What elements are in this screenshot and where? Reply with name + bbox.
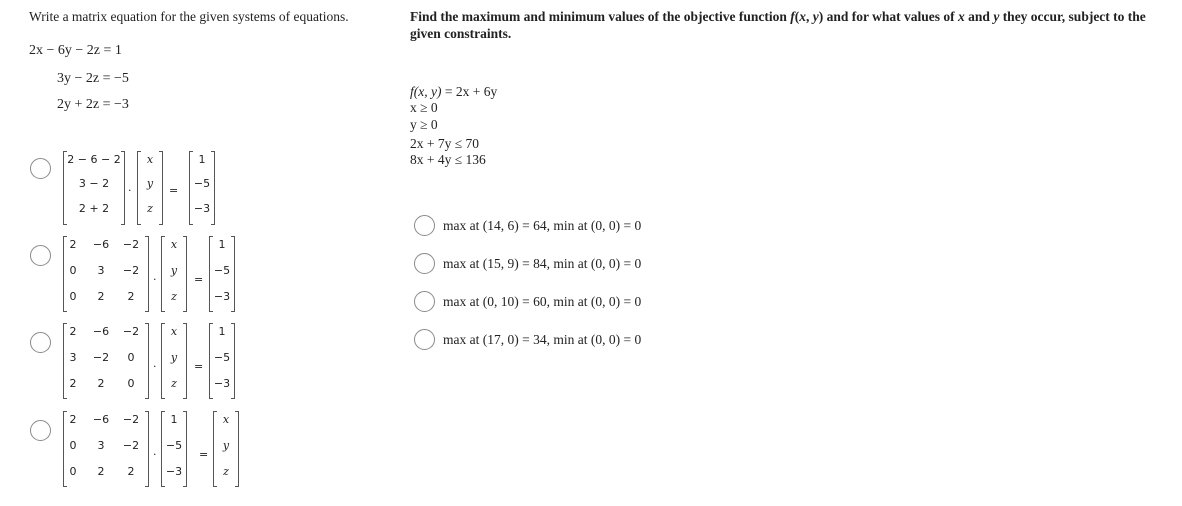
matrix-cell: −2 [122,238,140,251]
title-y: y [812,9,819,24]
title-text: Find the maximum and minimum values of the objective function [410,9,791,24]
matrix-cell: −2 [92,351,110,364]
var-y: y [146,177,154,190]
system-equation-2: 3y − 2z = −5 [57,71,129,86]
const-2: −5 [165,439,183,452]
matrix-cell: 0 [69,290,77,303]
var-z: z [171,377,177,390]
constant-vector [209,237,235,311]
var-y: y [222,439,230,452]
matrix-cell: 2 [127,290,135,303]
equals-sign: = [194,360,204,373]
coefficient-matrix [63,152,125,224]
matrix-cell: 2 [69,325,77,338]
question-2-title [410,8,1150,42]
variable-vector [137,152,163,224]
title-text: ( [794,9,800,24]
matrix-cell: 0 [69,264,77,277]
matrix-cell: −6 [92,325,110,338]
title-text: , [806,9,813,24]
objective-args: (x, y) [413,84,442,99]
title-f: f [790,9,795,24]
radio-option-b[interactable] [30,245,51,266]
matrix-cell: 3 [69,351,77,364]
matrix-option-b[interactable] [27,238,257,325]
matrix-cell: 0 [69,465,77,478]
constant-vector [189,152,215,224]
answer-label-d: max at (17, 0) = 34, min at (0, 0) = 0 [443,332,642,347]
matrix-cell: 2 [97,377,105,390]
title-x: x [799,9,807,24]
constraint-1: x ≥ 0 [410,100,438,115]
coefficient-matrix [63,412,149,486]
var-y: y [170,351,178,364]
var-x: x [170,325,178,338]
const-3: −3 [193,202,211,215]
multiply-dot: · [153,360,157,373]
const-3: −3 [213,377,231,390]
matrix-cell: 2 [127,465,135,478]
radio-answer-c[interactable] [414,291,435,312]
matrix-cell: −2 [122,439,140,452]
matrix-row-2: 3 − 2 [78,177,110,190]
matrix-cell: 3 [97,264,105,277]
var-z: z [171,290,177,303]
matrix-cell: −2 [122,325,140,338]
answer-label-a: max at (14, 6) = 64, min at (0, 0) = 0 [443,218,642,233]
radio-option-c[interactable] [30,332,51,353]
matrix-cell: 2 [97,465,105,478]
variable-vector [161,237,187,311]
const-1: 1 [218,238,226,251]
const-2: −5 [193,177,211,190]
matrix-cell: −6 [92,238,110,251]
radio-option-d[interactable] [30,420,51,441]
multiply-dot: · [128,184,132,197]
objective-rhs: = 2x + 6y [441,84,498,99]
multiply-dot: · [153,448,157,461]
equals-sign: = [199,448,209,461]
matrix-cell: 2 [69,413,77,426]
matrix-option-d[interactable] [27,413,257,500]
matrix-cell: 0 [69,439,77,452]
matrix-option-c[interactable] [27,325,257,412]
const-2: −5 [213,351,231,364]
answer-option-c[interactable] [414,291,714,317]
title-text: ) and for what values of [818,9,959,24]
objective-f: f [410,84,414,99]
radio-answer-a[interactable] [414,215,435,236]
var-y: y [170,264,178,277]
coefficient-matrix [63,237,149,311]
matrix-cell: −2 [122,264,140,277]
variable-vector [213,412,239,486]
const-3: −3 [213,290,231,303]
var-x: x [146,153,154,166]
matrix-row-1: 2 − 6 − 2 [67,153,121,166]
constant-vector [209,324,235,398]
const-3: −3 [165,465,183,478]
var-x: x [170,238,178,251]
matrix-cell: 2 [69,238,77,251]
const-1: 1 [218,325,226,338]
variable-vector [161,324,187,398]
constraint-2: y ≥ 0 [410,117,438,132]
matrix-row-3: 2 + 2 [78,202,110,215]
matrix-cell: 2 [69,377,77,390]
const-1: 1 [198,153,206,166]
coefficient-matrix [63,324,149,398]
answer-label-b: max at (15, 9) = 84, min at (0, 0) = 0 [443,256,642,271]
answer-option-d[interactable] [414,329,714,355]
equals-sign: = [194,273,204,286]
matrix-cell: 3 [97,439,105,452]
matrix-cell: 2 [97,290,105,303]
constant-vector [161,412,187,486]
matrix-cell: 0 [127,377,135,390]
matrix-cell: −2 [122,413,140,426]
const-2: −5 [213,264,231,277]
title-x: x [958,9,965,24]
equals-sign: = [169,184,179,197]
radio-option-a[interactable] [30,158,51,179]
system-equation-1: 2x − 6y − 2z = 1 [29,43,122,58]
system-equation-3: 2y + 2z = −3 [57,97,129,112]
matrix-option-a[interactable] [27,153,257,238]
answer-label-c: max at (0, 10) = 60, min at (0, 0) = 0 [443,294,642,309]
const-1: 1 [170,413,178,426]
radio-answer-d[interactable] [414,329,435,350]
var-z: z [223,465,229,478]
multiply-dot: · [153,273,157,286]
title-text: and [964,9,994,24]
answer-option-a[interactable] [414,215,714,241]
answer-option-b[interactable] [414,253,714,279]
constraint-3: 2x + 7y ≤ 70 [410,136,480,151]
constraint-4: 8x + 4y ≤ 136 [410,152,486,167]
var-z: z [147,202,153,215]
var-x: x [222,413,230,426]
title-y: y [993,9,1000,24]
matrix-cell: −6 [92,413,110,426]
objective-function [410,85,497,99]
title-text: they occur, subject to the given constraints. [410,9,1146,41]
question-1-title: Write a matrix equation for the given systems of equations. [29,9,349,24]
matrix-cell: 0 [127,351,135,364]
radio-answer-b[interactable] [414,253,435,274]
